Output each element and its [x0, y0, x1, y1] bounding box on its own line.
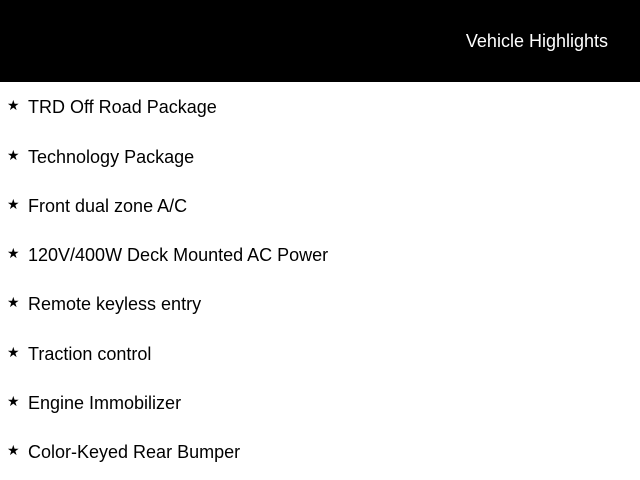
list-item — [0, 343, 640, 367]
highlight-label: Technology Package — [28, 147, 195, 167]
page-title: Vehicle Highlights — [465, 31, 608, 51]
star-icon: ★ — [7, 197, 20, 213]
star-icon: ★ — [7, 345, 20, 361]
star-icon: ★ — [7, 394, 20, 410]
star-icon: ★ — [7, 98, 20, 114]
star-icon: ★ — [7, 295, 20, 311]
header-bar — [0, 0, 640, 82]
list-item — [0, 244, 640, 268]
highlight-label: Traction control — [28, 344, 152, 364]
list-item — [0, 146, 640, 170]
star-icon: ★ — [7, 246, 20, 262]
list-item — [0, 96, 640, 120]
highlight-label: 120V/400W Deck Mounted AC Power — [28, 245, 329, 265]
highlight-label: Remote keyless entry — [28, 294, 202, 314]
highlight-label: TRD Off Road Package — [28, 97, 217, 117]
star-icon: ★ — [7, 443, 20, 459]
star-icon: ★ — [7, 148, 20, 164]
highlight-label: Front dual zone A/C — [28, 196, 188, 216]
highlight-label: Engine Immobilizer — [28, 393, 182, 413]
highlight-label: Color-Keyed Rear Bumper — [28, 442, 241, 462]
list-item — [0, 293, 640, 317]
list-item — [0, 392, 640, 416]
list-item — [0, 195, 640, 219]
list-item — [0, 441, 640, 465]
